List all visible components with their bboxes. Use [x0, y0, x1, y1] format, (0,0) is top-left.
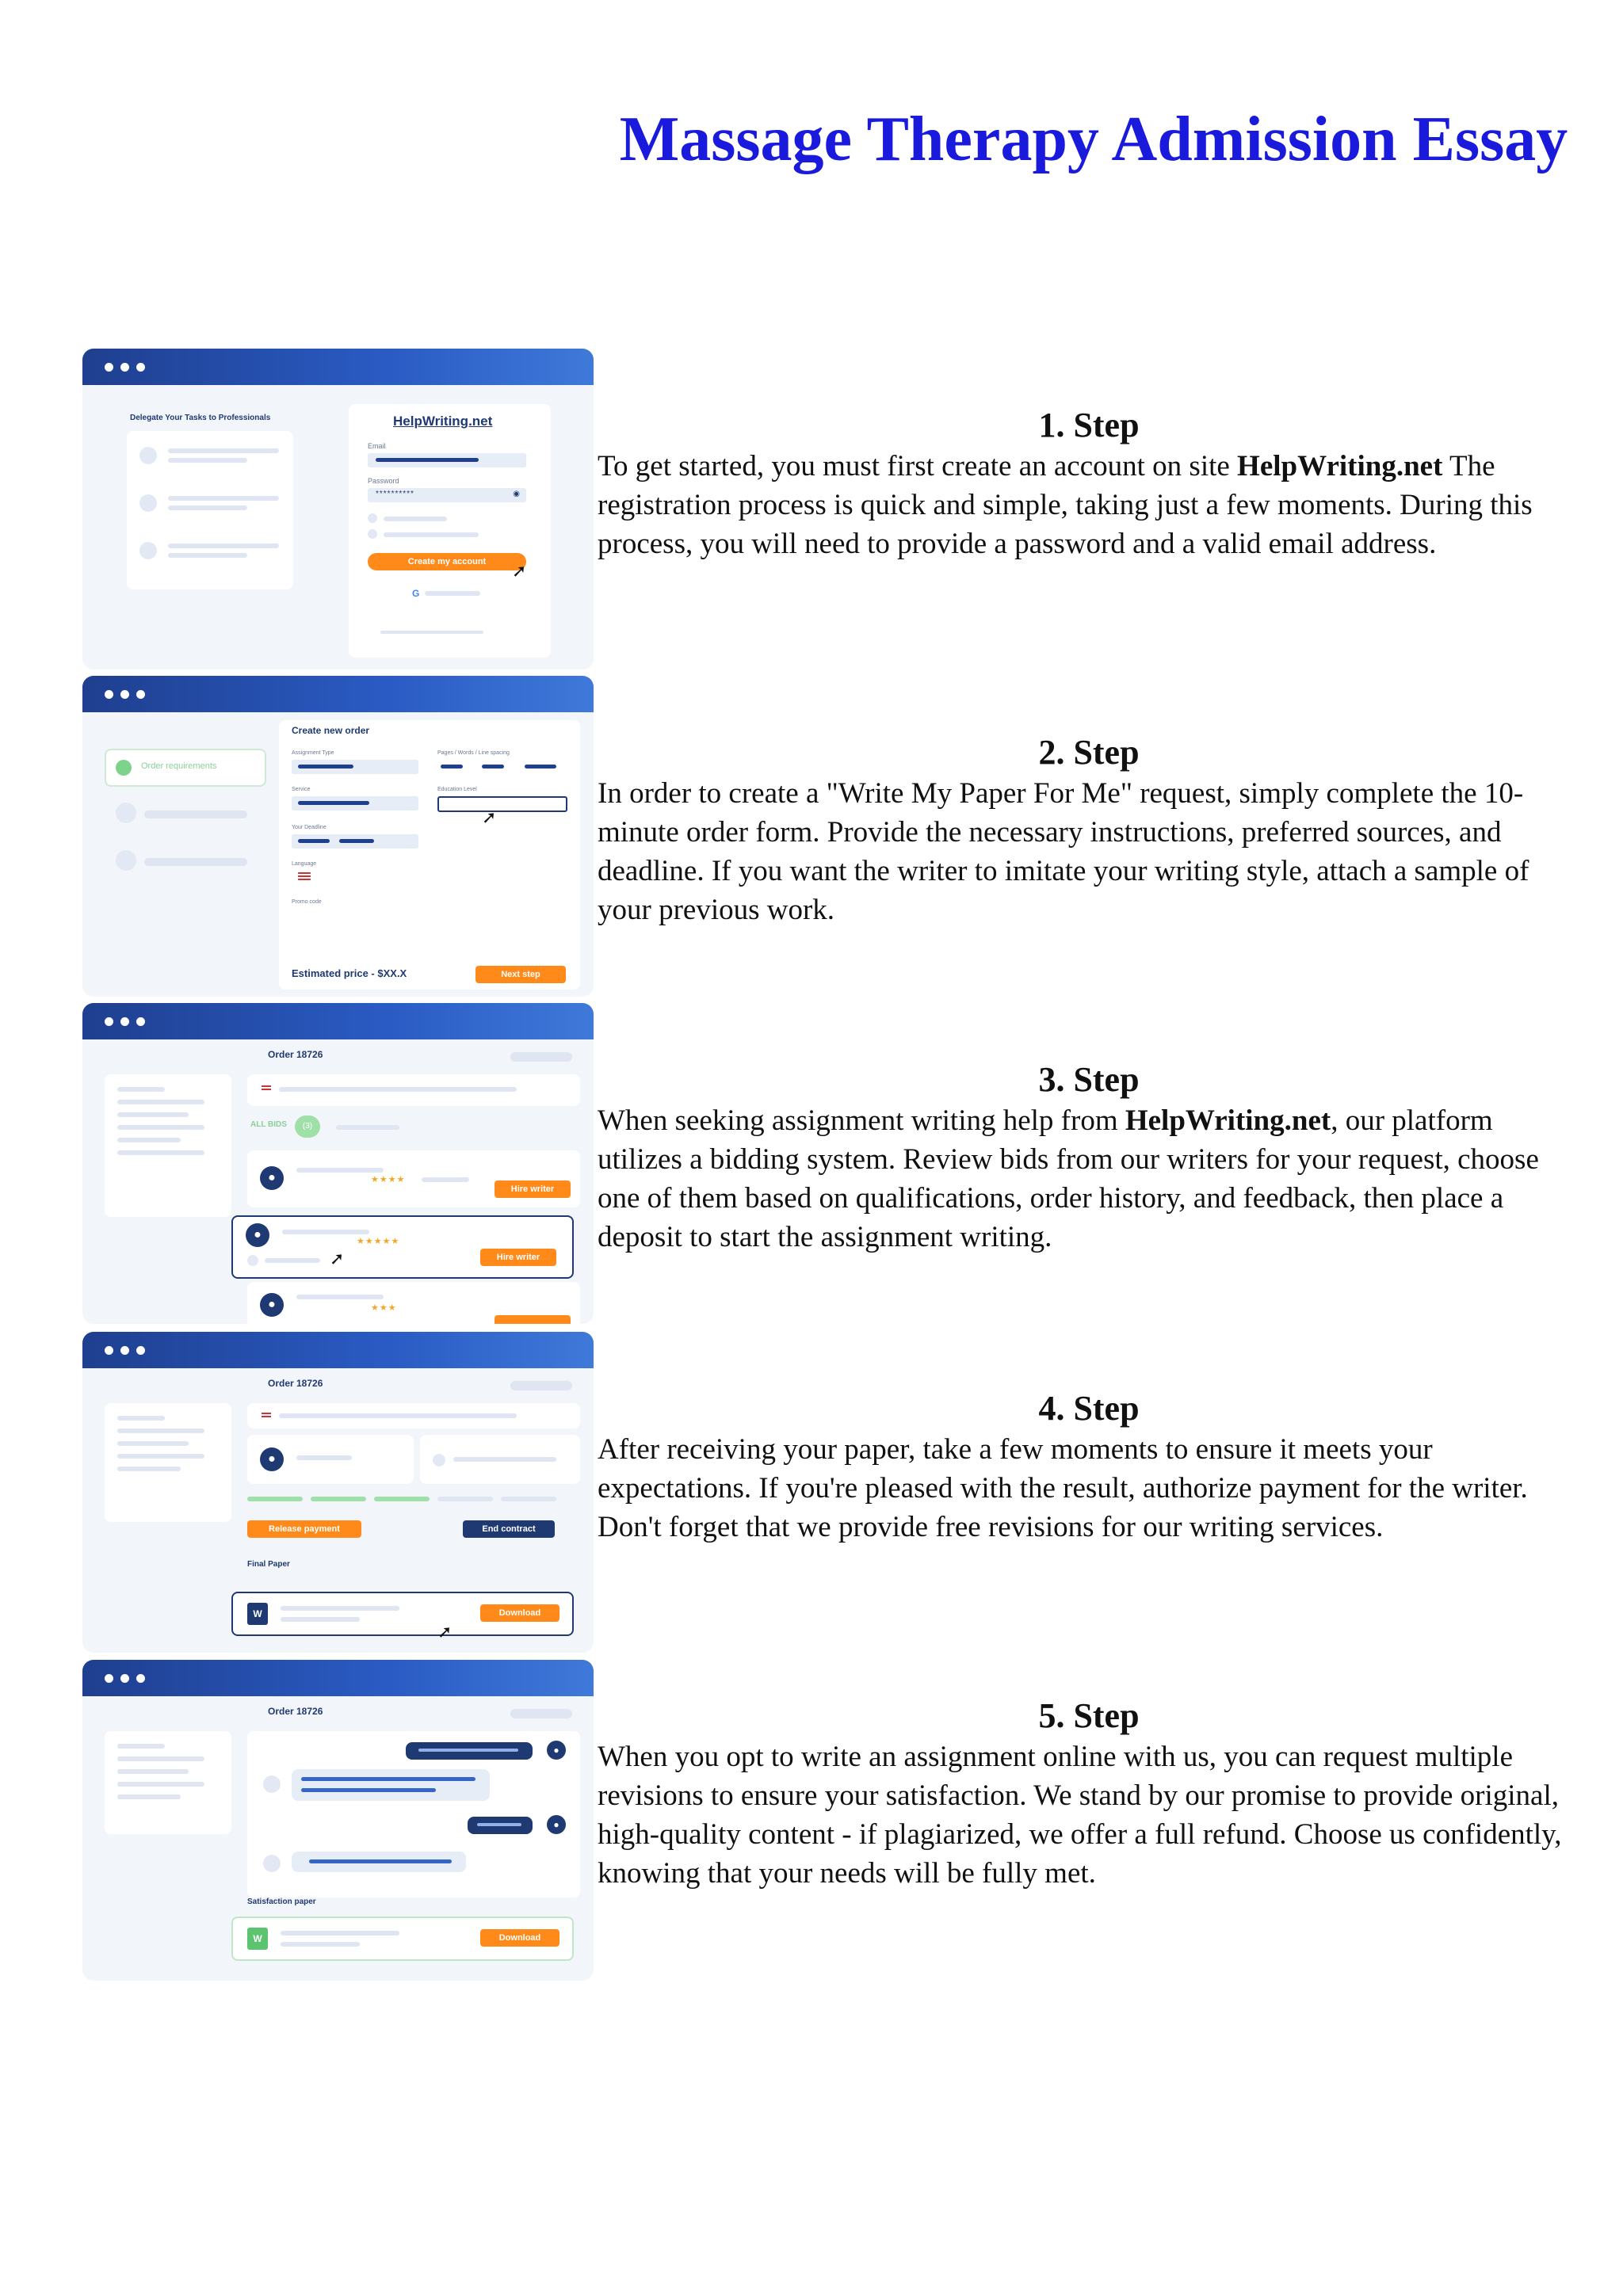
window-dot-icon	[105, 1017, 113, 1026]
page-title: Massage Therapy Admission Essay	[619, 105, 1568, 174]
window-dot-icon	[120, 1017, 129, 1026]
end-contract-button[interactable]: End contract	[463, 1520, 555, 1538]
password-value: **********	[376, 490, 414, 498]
browser-bar	[82, 349, 594, 385]
cursor-icon: ➚	[482, 807, 497, 827]
email-label: Email	[368, 442, 386, 450]
step-5-screenshot	[82, 1660, 594, 1981]
step-3-heading: 3. Step	[1038, 1060, 1140, 1099]
check-icon	[116, 760, 132, 776]
next-step-button[interactable]: Next step	[475, 966, 566, 983]
release-payment-button[interactable]: Release payment	[247, 1520, 361, 1538]
estimated-price: Estimated price - $XX.X	[292, 967, 407, 979]
final-paper-file[interactable]	[231, 1592, 574, 1636]
step-4	[82, 1332, 1588, 1657]
order-sidebar	[105, 1731, 231, 1834]
window-dot-icon	[136, 1017, 145, 1026]
rating-stars: ★★★★	[371, 1175, 406, 1184]
step-1-heading: 1. Step	[1038, 406, 1140, 444]
browser-bar	[82, 1660, 594, 1696]
password-field[interactable]	[368, 488, 526, 502]
step-4-heading: 4. Step	[1038, 1389, 1140, 1428]
step-2-heading: 2. Step	[1038, 733, 1140, 772]
step-2-text: In order to create a "Write My Paper For Me" request, simply complete the 10-minute order form. Provide the necessary instructions, preferred sources, and deadline. If you want the writer to imitate your writing style, attach a sample of your previous work.	[598, 777, 1529, 926]
window-dot-icon	[105, 1346, 113, 1355]
order-number: Order 18726	[268, 1378, 323, 1389]
step-1-text: To get started, you must first create an account on site HelpWriting.net The registration process is quick and simple, taking just a few moments. During this process, you will need to provide a password and a valid email address.	[598, 450, 1533, 560]
service-select[interactable]	[292, 796, 418, 810]
writer-avatar-icon: ●	[260, 1447, 284, 1471]
order-sidebar	[105, 1074, 231, 1217]
browser-bar	[82, 1332, 594, 1368]
step-3-text: When seeking assignment writing help from HelpWriting.net, our platform utilizes a bidding system. Review bids from our writers for your request, choose one of them based on qualifications, order history, and feedback, then place a deposit to start the assignment writing.	[598, 1104, 1539, 1253]
us-flag-icon[interactable]	[298, 872, 311, 880]
chat-panel	[247, 1731, 580, 1897]
window-dot-icon	[136, 1346, 145, 1355]
rating-stars: ★★★★★	[357, 1237, 400, 1246]
rating-stars: ★★★	[371, 1303, 397, 1313]
deadline-select[interactable]	[292, 834, 418, 849]
step-4-screenshot	[82, 1332, 594, 1653]
step-5	[82, 1660, 1588, 1985]
window-dot-icon	[105, 363, 113, 372]
window-dot-icon	[136, 690, 145, 699]
email-field[interactable]	[368, 453, 526, 467]
step-1	[82, 349, 1588, 673]
window-dot-icon	[105, 1674, 113, 1683]
step-3	[82, 1003, 1588, 1328]
order-form-panel: Create new order Assignment Type Pages / Words / Line spacing Service Education Level ➚ Your Deadline Language Promo code Estimated price - $XX.X Next step	[279, 720, 580, 990]
download-button[interactable]: Download	[480, 1929, 559, 1947]
password-label: Password	[368, 477, 399, 485]
window-dot-icon	[120, 363, 129, 372]
writer-avatar-icon: ●	[260, 1166, 284, 1190]
user-avatar-icon: ●	[547, 1741, 566, 1760]
order-number: Order 18726	[268, 1706, 323, 1717]
bid-card[interactable]	[247, 1150, 580, 1207]
order-number: Order 18726	[268, 1049, 323, 1060]
window-dot-icon	[105, 690, 113, 699]
window-dot-icon	[120, 690, 129, 699]
pages-stepper[interactable]	[437, 760, 567, 774]
hire-writer-button[interactable]: Hire writer	[495, 1180, 571, 1198]
education-level-select[interactable]	[437, 796, 567, 812]
final-paper-label: Final Paper	[247, 1560, 290, 1569]
writer-avatar-icon: ●	[260, 1293, 284, 1317]
window-dot-icon	[120, 1674, 129, 1683]
word-file-icon: W	[247, 1928, 268, 1950]
bid-card-selected[interactable]	[231, 1215, 574, 1279]
google-icon[interactable]: G	[412, 588, 420, 599]
cursor-icon: ➚	[512, 561, 527, 581]
satisfaction-paper-file[interactable]	[231, 1917, 574, 1961]
eye-icon[interactable]: ◉	[513, 490, 520, 498]
hire-writer-button[interactable]: Hire writer	[480, 1249, 556, 1266]
user-avatar-icon: ●	[547, 1815, 566, 1834]
writer-avatar-icon: ●	[246, 1223, 269, 1247]
task-list-panel	[127, 431, 293, 589]
step-1-screenshot	[82, 349, 594, 669]
step-5-heading: 5. Step	[1038, 1696, 1140, 1735]
step-4-text: After receiving your paper, take a few moments to ensure it meets your expectations. If you're pleased with the result, authorize payment for the writer. Don't forget that we provide free revisions for our writing services.	[598, 1433, 1528, 1543]
create-account-button[interactable]: Create my account	[368, 553, 526, 570]
brand-logo: HelpWriting.net	[393, 414, 493, 429]
satisfaction-paper-label: Satisfaction paper	[247, 1897, 316, 1906]
bids-count-badge: (3)	[295, 1116, 320, 1138]
create-order-heading: Create new order	[292, 725, 370, 736]
signup-panel	[349, 404, 551, 658]
assignment-type-select[interactable]	[292, 760, 418, 774]
delegate-heading: Delegate Your Tasks to Professionals	[130, 414, 271, 422]
browser-bar	[82, 1003, 594, 1039]
order-sidebar	[105, 1403, 231, 1522]
window-dot-icon	[120, 1346, 129, 1355]
step-2	[82, 676, 1588, 1001]
step-3-screenshot	[82, 1003, 594, 1324]
step-5-text: When you opt to write an assignment online with us, you can request multiple revisions to ensure your satisfaction. We stand by our promise to provide original, high-quality content - if plagiarized, we offer a full refund. Choose us confidently, knowing that your needs will be fully met.	[598, 1741, 1562, 1890]
step-2-screenshot	[82, 676, 594, 997]
chat-bubble-sent	[468, 1817, 533, 1834]
brand-name[interactable]: HelpWriting.net	[1125, 1104, 1331, 1137]
bid-card[interactable]	[247, 1282, 580, 1324]
window-dot-icon	[136, 363, 145, 372]
chat-bubble-received	[292, 1769, 490, 1801]
word-file-icon: W	[247, 1603, 268, 1625]
chat-bubble-sent	[406, 1742, 533, 1760]
window-dot-icon	[136, 1674, 145, 1683]
chat-bubble-received	[292, 1852, 466, 1872]
all-bids-label: ALL BIDS	[250, 1120, 287, 1129]
download-button[interactable]: Download	[480, 1604, 559, 1622]
cursor-icon: ➚	[330, 1249, 345, 1268]
sidebar-item-order-requirements[interactable]: Order requirements	[105, 749, 266, 787]
brand-name[interactable]: HelpWriting.net	[1237, 450, 1443, 482]
cursor-icon: ➚	[437, 1622, 453, 1642]
browser-bar	[82, 676, 594, 712]
